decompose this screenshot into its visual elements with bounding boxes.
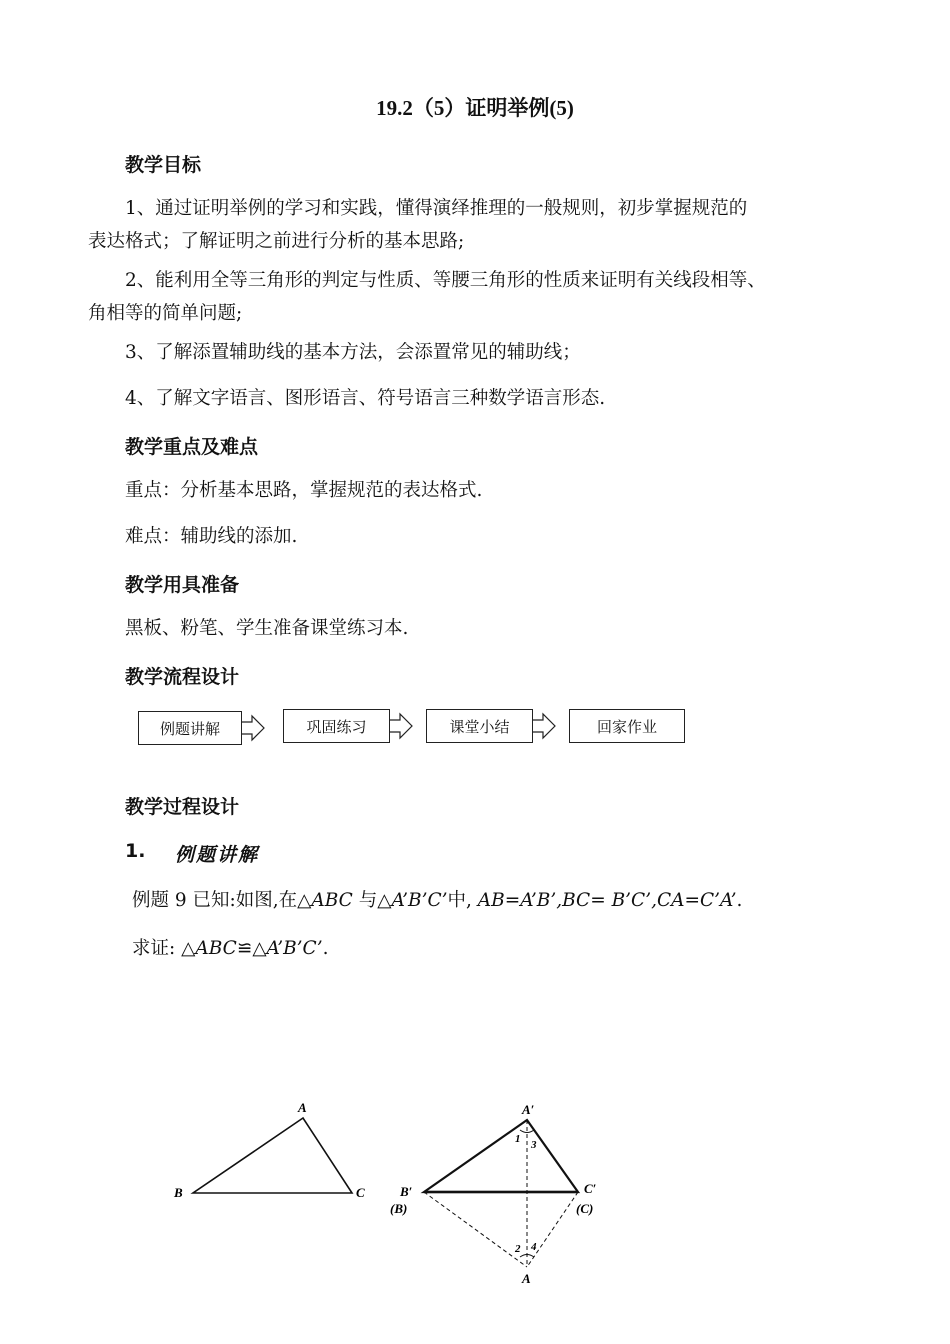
flow-step-4: 回家作业 (569, 709, 685, 743)
goal-4: 4、了解文字语言、图形语言、符号语言三种数学语言形态. (125, 388, 606, 409)
goal-2-line-1: 2、能利用全等三角形的判定与性质、等腰三角形的性质来证明有关线段相等、 (125, 270, 766, 291)
label-c-paren: (C) (576, 1201, 594, 1216)
flow-step-1: 例题讲解 (138, 711, 242, 745)
label-c: C (356, 1185, 365, 1200)
difficult-point: 难点：辅助线的添加. (125, 526, 298, 547)
tools-text: 黑板、粉笔、学生准备课堂练习本. (125, 618, 409, 639)
angle-1-label: 1 (515, 1133, 521, 1145)
goal-1-line-1: 1、通过证明举例的学习和实践，懂得演绎推理的一般规则，初步掌握规范的 (125, 198, 748, 219)
goals-heading: 教学目标 (125, 154, 202, 176)
example-conditions: AB=A’B’,BC= B’C’,CA=C’A’ (477, 890, 737, 911)
example-end: . (736, 890, 743, 911)
label-b-prime: B′ (400, 1184, 413, 1199)
tools-heading: 教学用具准备 (125, 574, 240, 596)
example-mid: 中, (447, 890, 478, 911)
example-a2b2c2: A’B’C’ (391, 890, 448, 911)
example-statement (132, 884, 742, 917)
goal-3: 3、了解添置辅助线的基本方法，会添置常见的辅助线； (125, 342, 581, 363)
goal-1-line-2: 表达格式；了解证明之前进行分析的基本思路; (88, 231, 465, 252)
key-point: 重点：分析基本思路，掌握规范的表达格式. (125, 480, 483, 501)
label-a-prime: A′ (522, 1102, 535, 1117)
label-b: B (174, 1185, 183, 1200)
flow-arrow-1-icon (242, 716, 264, 740)
step-1-number: 1. (125, 840, 146, 862)
example-abc: ABC (311, 890, 353, 911)
flow-arrow-2-icon (390, 714, 412, 738)
flow-heading: 教学流程设计 (125, 666, 240, 688)
page-title: 19.2（5）证明举例(5) (376, 96, 574, 120)
process-heading: 教学过程设计 (125, 796, 240, 818)
triangle-abc (193, 1118, 352, 1193)
angle-4-label: 4 (531, 1241, 537, 1253)
flow-arrow-3-icon (533, 714, 555, 738)
dashed-bc-to-a (424, 1192, 527, 1267)
goal-2-line-2: 角相等的简单问题; (88, 303, 243, 324)
prove-end: . (322, 938, 329, 959)
flow-step-2: 巩固练习 (283, 709, 390, 743)
prove-abc: ABC (195, 938, 237, 959)
example-and: 与△ (352, 890, 392, 911)
example-prefix: 例题 9 已知:如图,在△ (132, 890, 312, 911)
triangle-figure (0, 1090, 950, 1290)
prove-prefix: 求证: △ (132, 938, 196, 959)
flow-step-3: 课堂小结 (426, 709, 533, 743)
angle-3-label: 3 (531, 1139, 537, 1151)
label-a: A (298, 1100, 307, 1115)
step-1-title: 例题讲解 (175, 844, 260, 866)
key-heading: 教学重点及难点 (125, 436, 259, 458)
angle-2-label: 2 (515, 1243, 521, 1255)
prove-congruent: ≌△ (236, 938, 267, 959)
prove-a2b2c2: A’B’C’ (266, 938, 323, 959)
label-c-prime: C′ (584, 1181, 597, 1196)
label-b-paren: (B) (390, 1201, 408, 1216)
prove-statement (132, 932, 328, 965)
label-a-bottom: A (522, 1271, 531, 1286)
dashed-cc-to-a (527, 1192, 578, 1267)
triangle-a2b2c2 (424, 1120, 578, 1192)
